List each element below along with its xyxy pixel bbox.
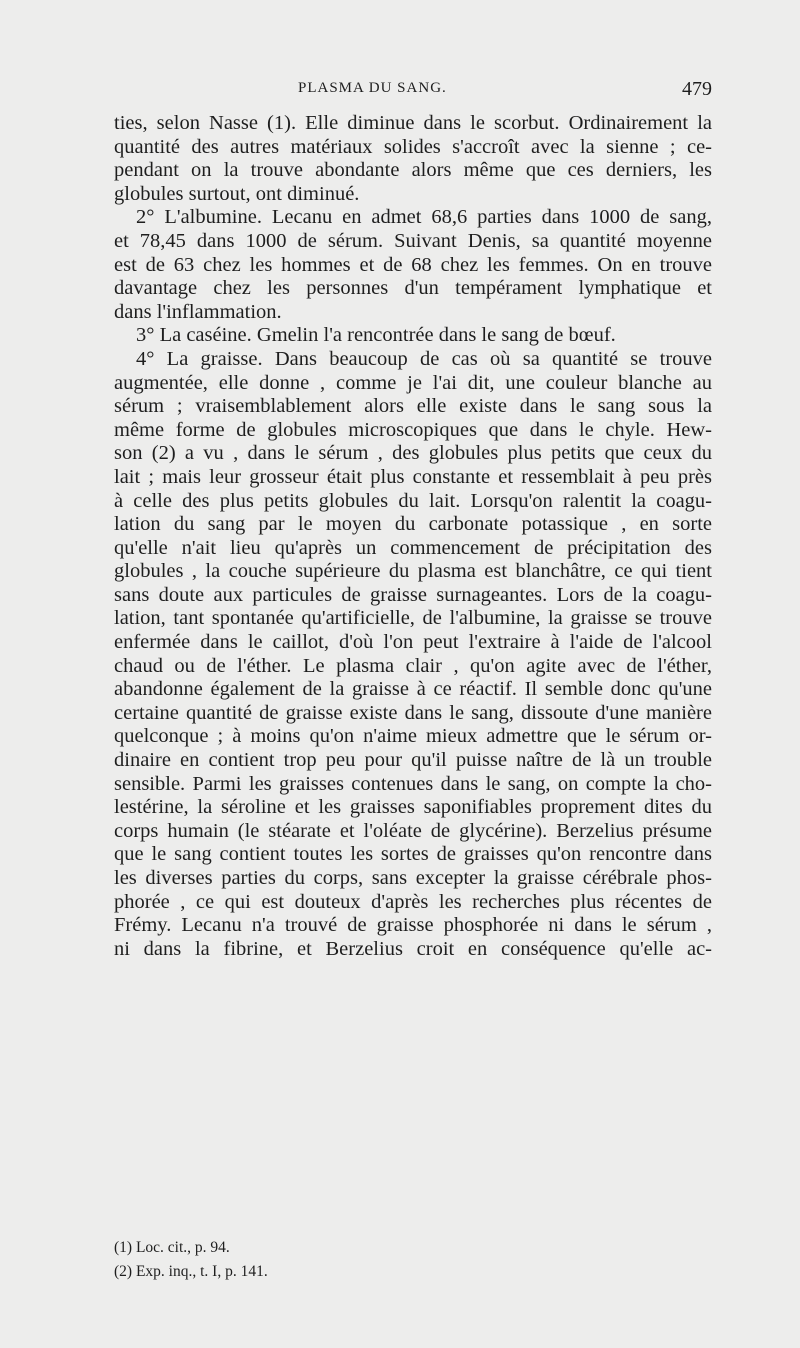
text-line: lation du sang par le moyen du carbonate potassique , en sorte [114, 513, 712, 536]
text-line: 2° L'albumine. Lecanu en admet 68,6 parties dans 1000 de sang, [136, 206, 712, 229]
text-line: 4° La graisse. Dans beaucoup de cas où sa quantité se trouve [136, 347, 712, 370]
text-line: et 78,45 dans 1000 de sérum. Suivant Denis, sa quantité moyenne [114, 229, 712, 252]
text-line: lation, tant spontanée qu'artificielle, de l'albumine, la graisse se trouve [114, 607, 712, 630]
text-line: abandonne également de la graisse à ce réactif. Il semble donc qu'une [114, 678, 712, 701]
text-line: globules , la couche supérieure du plasma est blanchâtre, ce qui tient [114, 560, 712, 583]
text-line: globules surtout, ont diminué. [114, 182, 360, 205]
paragraph-caseine [114, 324, 712, 348]
text-line: est de 63 chez les hommes et de 68 chez les femmes. On en trouve [114, 253, 712, 276]
text-line: son (2) a vu , dans le sérum , des globules plus petits que ceux du [114, 442, 712, 465]
text-line: que le sang contient toutes les sortes de graisses qu'on rencontre dans [114, 843, 712, 866]
text-line: les diverses parties du corps, sans excepter la graisse cérébrale phos- [114, 867, 712, 889]
text-line: sans doute aux particules de graisse surnageantes. Lors de la coagu- [114, 583, 712, 606]
paragraph-albumine [114, 206, 712, 324]
footnote: (1) Loc. cit., p. 94. [114, 1239, 230, 1256]
text-line: sérum ; vraisemblablement alors elle existe dans le sang sous la [114, 395, 712, 418]
page-header [100, 80, 712, 108]
body-text [114, 112, 712, 961]
text-line: quelconque ; à moins qu'on n'aime mieux admettre que le sérum or- [114, 725, 712, 748]
text-line: corps humain (le stéarate et l'oléate de glycérine). Berzelius présume [114, 819, 712, 842]
text-line: qu'elle n'ait lieu qu'après un commencement de précipitation des [114, 536, 712, 559]
text-line: Frémy. Lecanu n'a trouvé de graisse phosphorée ni dans le sérum , [114, 914, 712, 937]
footnotes [114, 1236, 514, 1284]
footnote: (2) Exp. inq., t. I, p. 141. [114, 1263, 268, 1280]
text-line: même forme de globules microscopiques que dans le chyle. Hew- [114, 418, 712, 441]
paragraph-graisse [114, 348, 712, 961]
text-line: à celle des plus petits globules du lait. Lorsqu'on ralentit la coagu- [114, 489, 712, 512]
text-line: enfermée dans le caillot, d'où l'on peut l'extraire à l'aide de l'alcool [114, 631, 712, 654]
text-line: davantage chez les personnes d'un tempérament lymphatique et [114, 277, 712, 300]
text-line: ni dans la fibrine, et Berzelius croit en conséquence qu'elle ac- [114, 937, 712, 960]
text-line: ties, selon Nasse (1). Elle diminue dans le scorbut. Ordinairement la [114, 112, 712, 134]
text-line: dans l'inflammation. [114, 300, 282, 323]
page-number: 479 [682, 78, 712, 100]
text-line: pendant on la trouve abondante alors même que ces derniers, les [114, 159, 712, 182]
text-line: augmentée, elle donne , comme je l'ai dit, une couleur blanche au [114, 371, 712, 394]
text-line: quantité des autres matériaux solides s'accroît avec la sienne ; ce- [114, 135, 712, 158]
text-line: dinaire en contient trop peu pour qu'il puisse naître de là un trouble [114, 749, 712, 772]
text-line: lait ; mais leur grosseur était plus constante et ressemblait à peu près [114, 465, 712, 488]
text-line: 3° La caséine. Gmelin l'a rencontrée dans le sang de bœuf. [136, 324, 616, 347]
text-line: chaud ou de l'éther. Le plasma clair , qu'on agite avec de l'éther, [114, 654, 712, 677]
running-title: PLASMA DU SANG. [298, 80, 447, 96]
text-line: sensible. Parmi les graisses contenues dans le sang, on compte la cho- [114, 772, 712, 795]
paragraph-continuation [114, 112, 712, 206]
text-line: certaine quantité de graisse existe dans le sang, dissoute d'une manière [114, 701, 712, 724]
text-line: lestérine, la séroline et les graisses saponifiables proprement dites du [114, 796, 712, 819]
text-line: phorée , ce qui est douteux d'après les recherches plus récentes de [114, 890, 712, 913]
